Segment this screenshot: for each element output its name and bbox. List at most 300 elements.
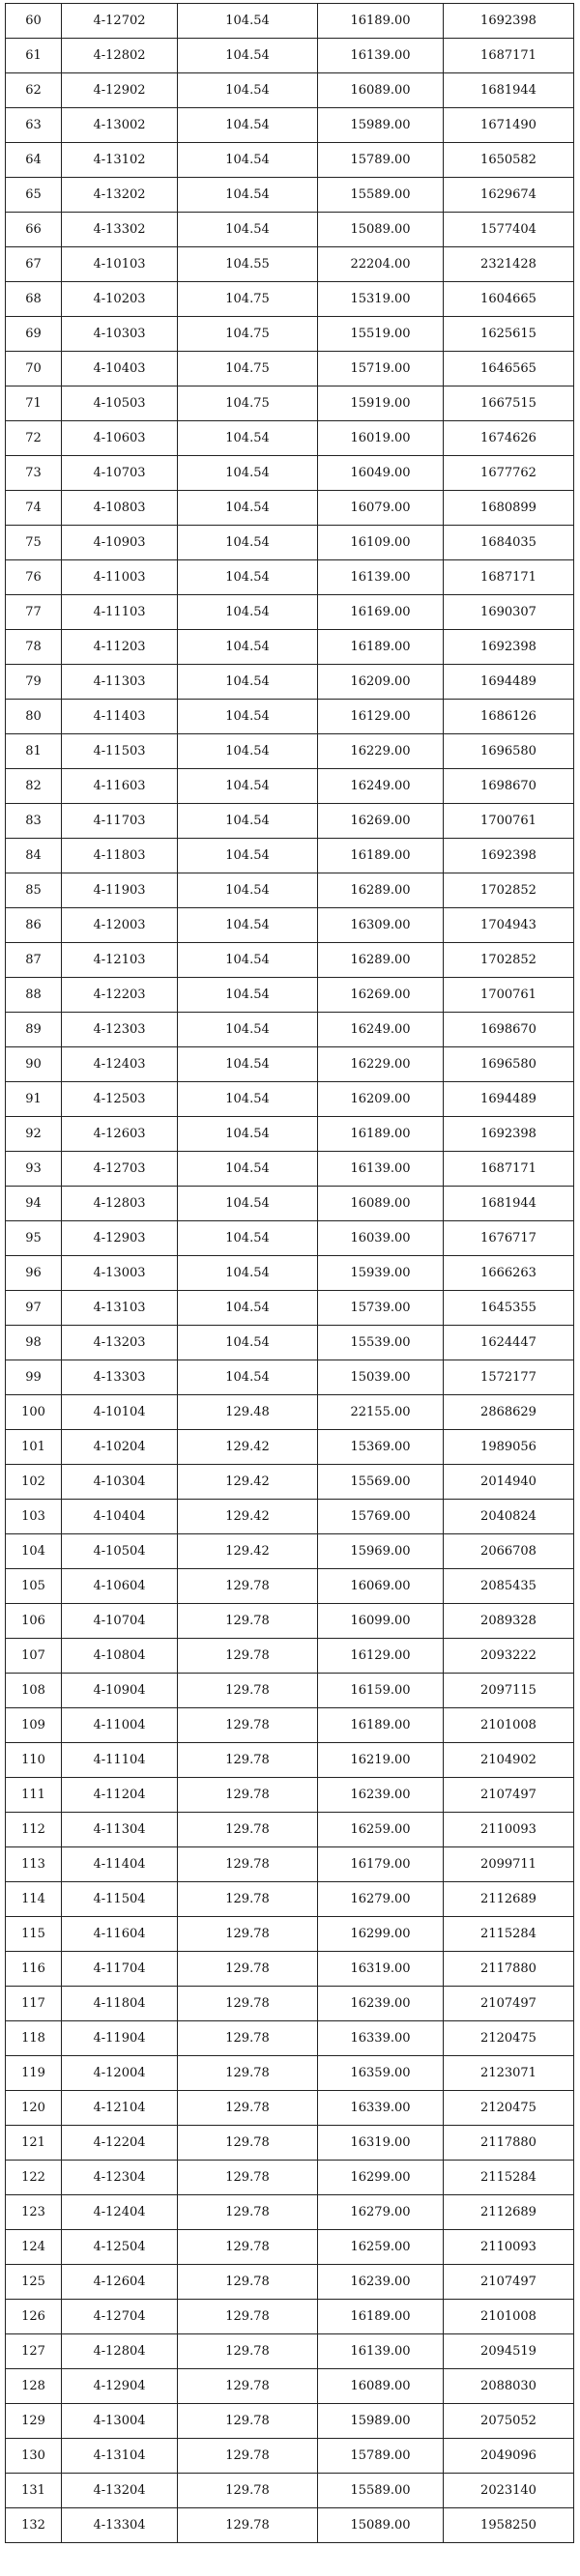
area-cell: 104.54 bbox=[178, 526, 318, 560]
table-row bbox=[6, 526, 574, 560]
area-cell: 104.54 bbox=[178, 213, 318, 247]
unit-number-cell: 4-12703 bbox=[62, 1152, 178, 1187]
unit-price-cell: 16139.00 bbox=[318, 1152, 444, 1187]
total-price-cell: 2014940 bbox=[444, 1465, 574, 1500]
unit-number-cell: 4-13303 bbox=[62, 1360, 178, 1395]
row-number-cell: 91 bbox=[6, 1082, 62, 1117]
table-row bbox=[6, 804, 574, 839]
area-cell: 129.78 bbox=[178, 1708, 318, 1743]
total-price-cell: 1694489 bbox=[444, 1082, 574, 1117]
row-number-cell: 124 bbox=[6, 2230, 62, 2265]
area-cell: 129.78 bbox=[178, 2265, 318, 2300]
total-price-cell: 1676717 bbox=[444, 1221, 574, 1256]
row-number-cell: 63 bbox=[6, 108, 62, 143]
unit-number-cell: 4-12802 bbox=[62, 39, 178, 73]
row-number-cell: 118 bbox=[6, 2021, 62, 2056]
table-row bbox=[6, 1395, 574, 1430]
total-price-cell: 1692398 bbox=[444, 4, 574, 39]
unit-number-cell: 4-13203 bbox=[62, 1326, 178, 1360]
total-price-cell: 1698670 bbox=[444, 769, 574, 804]
total-price-cell: 2115284 bbox=[444, 2161, 574, 2195]
unit-number-cell: 4-12903 bbox=[62, 1221, 178, 1256]
row-number-cell: 87 bbox=[6, 943, 62, 978]
total-price-cell: 1989056 bbox=[444, 1430, 574, 1465]
total-price-cell: 1684035 bbox=[444, 526, 574, 560]
area-cell: 104.54 bbox=[178, 804, 318, 839]
table-row bbox=[6, 1569, 574, 1604]
unit-number-cell: 4-10303 bbox=[62, 317, 178, 352]
total-price-cell: 2066708 bbox=[444, 1534, 574, 1569]
table-row bbox=[6, 108, 574, 143]
unit-number-cell: 4-11603 bbox=[62, 769, 178, 804]
table-row bbox=[6, 421, 574, 456]
unit-price-cell: 16299.00 bbox=[318, 2161, 444, 2195]
area-cell: 129.78 bbox=[178, 1778, 318, 1813]
area-cell: 129.78 bbox=[178, 2334, 318, 2369]
total-price-cell: 1572177 bbox=[444, 1360, 574, 1395]
row-number-cell: 131 bbox=[6, 2474, 62, 2508]
unit-number-cell: 4-12503 bbox=[62, 1082, 178, 1117]
unit-price-cell: 15769.00 bbox=[318, 1500, 444, 1534]
unit-number-cell: 4-11204 bbox=[62, 1778, 178, 1813]
row-number-cell: 107 bbox=[6, 1639, 62, 1674]
unit-price-cell: 15789.00 bbox=[318, 143, 444, 178]
table-row bbox=[6, 317, 574, 352]
unit-price-cell: 15519.00 bbox=[318, 317, 444, 352]
unit-number-cell: 4-12702 bbox=[62, 4, 178, 39]
unit-price-cell: 16129.00 bbox=[318, 700, 444, 734]
table-row bbox=[6, 247, 574, 282]
unit-price-cell: 16219.00 bbox=[318, 1743, 444, 1778]
table-row bbox=[6, 213, 574, 247]
unit-price-cell: 16269.00 bbox=[318, 804, 444, 839]
table-row bbox=[6, 2021, 574, 2056]
unit-number-cell: 4-13104 bbox=[62, 2439, 178, 2474]
area-cell: 104.54 bbox=[178, 595, 318, 630]
row-number-cell: 75 bbox=[6, 526, 62, 560]
unit-price-cell: 15919.00 bbox=[318, 386, 444, 421]
unit-price-cell: 22204.00 bbox=[318, 247, 444, 282]
unit-price-cell: 22155.00 bbox=[318, 1395, 444, 1430]
area-cell: 104.54 bbox=[178, 456, 318, 491]
total-price-cell: 1694489 bbox=[444, 665, 574, 700]
unit-price-cell: 16139.00 bbox=[318, 39, 444, 73]
unit-price-cell: 15789.00 bbox=[318, 2439, 444, 2474]
unit-number-cell: 4-10903 bbox=[62, 526, 178, 560]
unit-price-cell: 16089.00 bbox=[318, 1187, 444, 1221]
area-cell: 129.42 bbox=[178, 1500, 318, 1534]
unit-number-cell: 4-12003 bbox=[62, 908, 178, 943]
row-number-cell: 60 bbox=[6, 4, 62, 39]
unit-price-cell: 16189.00 bbox=[318, 839, 444, 873]
total-price-cell: 1577404 bbox=[444, 213, 574, 247]
table-row bbox=[6, 1639, 574, 1674]
total-price-cell: 1690307 bbox=[444, 595, 574, 630]
row-number-cell: 86 bbox=[6, 908, 62, 943]
row-number-cell: 105 bbox=[6, 1569, 62, 1604]
area-cell: 129.78 bbox=[178, 2230, 318, 2265]
unit-price-cell: 16229.00 bbox=[318, 1047, 444, 1082]
unit-price-cell: 16289.00 bbox=[318, 943, 444, 978]
table-row bbox=[6, 2508, 574, 2543]
unit-number-cell: 4-11003 bbox=[62, 560, 178, 595]
unit-price-cell: 16249.00 bbox=[318, 769, 444, 804]
unit-price-cell: 16279.00 bbox=[318, 1882, 444, 1917]
table-row bbox=[6, 1465, 574, 1500]
table-row bbox=[6, 1256, 574, 1291]
row-number-cell: 103 bbox=[6, 1500, 62, 1534]
total-price-cell: 2101008 bbox=[444, 2300, 574, 2334]
row-number-cell: 89 bbox=[6, 1013, 62, 1047]
area-cell: 104.54 bbox=[178, 1221, 318, 1256]
unit-price-cell: 16259.00 bbox=[318, 1813, 444, 1847]
unit-price-cell: 16079.00 bbox=[318, 491, 444, 526]
area-cell: 129.78 bbox=[178, 1743, 318, 1778]
area-cell: 129.78 bbox=[178, 2056, 318, 2091]
unit-price-cell: 15969.00 bbox=[318, 1534, 444, 1569]
area-cell: 104.54 bbox=[178, 1291, 318, 1326]
table-row bbox=[6, 1047, 574, 1082]
unit-number-cell: 4-10404 bbox=[62, 1500, 178, 1534]
row-number-cell: 127 bbox=[6, 2334, 62, 2369]
unit-number-cell: 4-11704 bbox=[62, 1952, 178, 1987]
row-number-cell: 80 bbox=[6, 700, 62, 734]
row-number-cell: 119 bbox=[6, 2056, 62, 2091]
row-number-cell: 65 bbox=[6, 178, 62, 213]
area-cell: 104.54 bbox=[178, 630, 318, 665]
total-price-cell: 2117880 bbox=[444, 2126, 574, 2161]
total-price-cell: 2075052 bbox=[444, 2404, 574, 2439]
area-cell: 104.54 bbox=[178, 1013, 318, 1047]
area-cell: 104.54 bbox=[178, 143, 318, 178]
table-row bbox=[6, 2265, 574, 2300]
unit-price-cell: 16259.00 bbox=[318, 2230, 444, 2265]
unit-number-cell: 4-10403 bbox=[62, 352, 178, 386]
area-cell: 104.54 bbox=[178, 1117, 318, 1152]
unit-price-cell: 15989.00 bbox=[318, 108, 444, 143]
unit-number-cell: 4-12303 bbox=[62, 1013, 178, 1047]
area-cell: 104.75 bbox=[178, 386, 318, 421]
total-price-cell: 1666263 bbox=[444, 1256, 574, 1291]
table-row bbox=[6, 1534, 574, 1569]
row-number-cell: 104 bbox=[6, 1534, 62, 1569]
row-number-cell: 64 bbox=[6, 143, 62, 178]
area-cell: 129.78 bbox=[178, 2404, 318, 2439]
total-price-cell: 2115284 bbox=[444, 1917, 574, 1952]
row-number-cell: 109 bbox=[6, 1708, 62, 1743]
unit-price-cell: 16359.00 bbox=[318, 2056, 444, 2091]
table-row bbox=[6, 700, 574, 734]
total-price-cell: 2099711 bbox=[444, 1847, 574, 1882]
unit-number-cell: 4-11703 bbox=[62, 804, 178, 839]
table-row bbox=[6, 1500, 574, 1534]
unit-price-cell: 16019.00 bbox=[318, 421, 444, 456]
unit-price-cell: 16209.00 bbox=[318, 1082, 444, 1117]
total-price-cell: 1692398 bbox=[444, 630, 574, 665]
unit-price-cell: 16189.00 bbox=[318, 4, 444, 39]
unit-price-cell: 16309.00 bbox=[318, 908, 444, 943]
area-cell: 104.75 bbox=[178, 317, 318, 352]
table-row bbox=[6, 1708, 574, 1743]
unit-price-cell: 16289.00 bbox=[318, 873, 444, 908]
row-number-cell: 111 bbox=[6, 1778, 62, 1813]
unit-price-cell: 15039.00 bbox=[318, 1360, 444, 1395]
area-cell: 104.54 bbox=[178, 978, 318, 1013]
table-row bbox=[6, 1221, 574, 1256]
table-row bbox=[6, 1604, 574, 1639]
total-price-cell: 2110093 bbox=[444, 2230, 574, 2265]
area-cell: 129.78 bbox=[178, 1604, 318, 1639]
total-price-cell: 1667515 bbox=[444, 386, 574, 421]
unit-number-cell: 4-11604 bbox=[62, 1917, 178, 1952]
row-number-cell: 77 bbox=[6, 595, 62, 630]
unit-number-cell: 4-11503 bbox=[62, 734, 178, 769]
unit-price-cell: 16239.00 bbox=[318, 1778, 444, 1813]
table-row bbox=[6, 2404, 574, 2439]
total-price-cell: 2094519 bbox=[444, 2334, 574, 2369]
table-row bbox=[6, 978, 574, 1013]
table-row bbox=[6, 2091, 574, 2126]
total-price-cell: 1686126 bbox=[444, 700, 574, 734]
table-row bbox=[6, 1117, 574, 1152]
row-number-cell: 88 bbox=[6, 978, 62, 1013]
unit-number-cell: 4-12804 bbox=[62, 2334, 178, 2369]
total-price-cell: 1687171 bbox=[444, 560, 574, 595]
unit-number-cell: 4-13204 bbox=[62, 2474, 178, 2508]
row-number-cell: 95 bbox=[6, 1221, 62, 1256]
total-price-cell: 2120475 bbox=[444, 2091, 574, 2126]
unit-number-cell: 4-12902 bbox=[62, 73, 178, 108]
table-row bbox=[6, 143, 574, 178]
unit-price-cell: 16339.00 bbox=[318, 2091, 444, 2126]
unit-price-cell: 15569.00 bbox=[318, 1465, 444, 1500]
row-number-cell: 102 bbox=[6, 1465, 62, 1500]
unit-price-cell: 16319.00 bbox=[318, 2126, 444, 2161]
unit-number-cell: 4-12203 bbox=[62, 978, 178, 1013]
area-cell: 104.54 bbox=[178, 560, 318, 595]
row-number-cell: 130 bbox=[6, 2439, 62, 2474]
total-price-cell: 2104902 bbox=[444, 1743, 574, 1778]
row-number-cell: 125 bbox=[6, 2265, 62, 2300]
unit-number-cell: 4-10103 bbox=[62, 247, 178, 282]
table-row bbox=[6, 1152, 574, 1187]
row-number-cell: 110 bbox=[6, 1743, 62, 1778]
table-row bbox=[6, 665, 574, 700]
unit-price-cell: 16229.00 bbox=[318, 734, 444, 769]
unit-price-cell: 15939.00 bbox=[318, 1256, 444, 1291]
unit-number-cell: 4-12404 bbox=[62, 2195, 178, 2230]
total-price-cell: 2110093 bbox=[444, 1813, 574, 1847]
unit-number-cell: 4-12803 bbox=[62, 1187, 178, 1221]
area-cell: 104.54 bbox=[178, 4, 318, 39]
table-row bbox=[6, 1882, 574, 1917]
unit-price-cell: 16159.00 bbox=[318, 1674, 444, 1708]
row-number-cell: 121 bbox=[6, 2126, 62, 2161]
table-row bbox=[6, 178, 574, 213]
area-cell: 104.54 bbox=[178, 873, 318, 908]
table-row bbox=[6, 2474, 574, 2508]
unit-number-cell: 4-10504 bbox=[62, 1534, 178, 1569]
area-cell: 104.54 bbox=[178, 421, 318, 456]
total-price-cell: 1700761 bbox=[444, 804, 574, 839]
total-price-cell: 1681944 bbox=[444, 1187, 574, 1221]
unit-price-cell: 16069.00 bbox=[318, 1569, 444, 1604]
unit-price-cell: 15369.00 bbox=[318, 1430, 444, 1465]
row-number-cell: 79 bbox=[6, 665, 62, 700]
total-price-cell: 1958250 bbox=[444, 2508, 574, 2543]
unit-price-cell: 15089.00 bbox=[318, 2508, 444, 2543]
unit-number-cell: 4-10804 bbox=[62, 1639, 178, 1674]
total-price-cell: 2088030 bbox=[444, 2369, 574, 2404]
area-cell: 104.54 bbox=[178, 734, 318, 769]
row-number-cell: 97 bbox=[6, 1291, 62, 1326]
total-price-cell: 2868629 bbox=[444, 1395, 574, 1430]
total-price-cell: 1700761 bbox=[444, 978, 574, 1013]
row-number-cell: 92 bbox=[6, 1117, 62, 1152]
unit-price-cell: 16139.00 bbox=[318, 560, 444, 595]
table-row bbox=[6, 1430, 574, 1465]
unit-number-cell: 4-13103 bbox=[62, 1291, 178, 1326]
total-price-cell: 1692398 bbox=[444, 1117, 574, 1152]
area-cell: 129.78 bbox=[178, 2474, 318, 2508]
row-number-cell: 81 bbox=[6, 734, 62, 769]
table-row bbox=[6, 73, 574, 108]
unit-number-cell: 4-11404 bbox=[62, 1847, 178, 1882]
row-number-cell: 101 bbox=[6, 1430, 62, 1465]
total-price-cell: 1681944 bbox=[444, 73, 574, 108]
unit-number-cell: 4-12403 bbox=[62, 1047, 178, 1082]
unit-price-cell: 16239.00 bbox=[318, 2265, 444, 2300]
area-cell: 129.78 bbox=[178, 2439, 318, 2474]
area-cell: 104.54 bbox=[178, 769, 318, 804]
row-number-cell: 94 bbox=[6, 1187, 62, 1221]
total-price-cell: 1692398 bbox=[444, 839, 574, 873]
area-cell: 129.78 bbox=[178, 2021, 318, 2056]
unit-number-cell: 4-10904 bbox=[62, 1674, 178, 1708]
unit-number-cell: 4-10104 bbox=[62, 1395, 178, 1430]
table-row bbox=[6, 630, 574, 665]
row-number-cell: 117 bbox=[6, 1987, 62, 2021]
table-row bbox=[6, 873, 574, 908]
unit-price-cell: 16189.00 bbox=[318, 2300, 444, 2334]
row-number-cell: 132 bbox=[6, 2508, 62, 2543]
total-price-cell: 1624447 bbox=[444, 1326, 574, 1360]
unit-price-cell: 16209.00 bbox=[318, 665, 444, 700]
unit-price-cell: 16319.00 bbox=[318, 1952, 444, 1987]
unit-number-cell: 4-12904 bbox=[62, 2369, 178, 2404]
area-cell: 129.78 bbox=[178, 2300, 318, 2334]
unit-number-cell: 4-11304 bbox=[62, 1813, 178, 1847]
row-number-cell: 70 bbox=[6, 352, 62, 386]
unit-number-cell: 4-11203 bbox=[62, 630, 178, 665]
unit-number-cell: 4-12103 bbox=[62, 943, 178, 978]
total-price-cell: 2101008 bbox=[444, 1708, 574, 1743]
unit-price-cell: 16089.00 bbox=[318, 73, 444, 108]
row-number-cell: 82 bbox=[6, 769, 62, 804]
table-row bbox=[6, 39, 574, 73]
table-row bbox=[6, 456, 574, 491]
total-price-cell: 2093222 bbox=[444, 1639, 574, 1674]
table-row bbox=[6, 2334, 574, 2369]
area-cell: 129.78 bbox=[178, 1813, 318, 1847]
table-row bbox=[6, 2195, 574, 2230]
area-cell: 104.54 bbox=[178, 1082, 318, 1117]
row-number-cell: 62 bbox=[6, 73, 62, 108]
row-number-cell: 69 bbox=[6, 317, 62, 352]
table-row bbox=[6, 2439, 574, 2474]
unit-price-cell: 16039.00 bbox=[318, 1221, 444, 1256]
unit-price-cell: 15589.00 bbox=[318, 2474, 444, 2508]
row-number-cell: 120 bbox=[6, 2091, 62, 2126]
area-cell: 129.78 bbox=[178, 2126, 318, 2161]
area-cell: 104.54 bbox=[178, 108, 318, 143]
table-row bbox=[6, 1187, 574, 1221]
unit-price-cell: 16179.00 bbox=[318, 1847, 444, 1882]
unit-price-cell: 16339.00 bbox=[318, 2021, 444, 2056]
row-number-cell: 128 bbox=[6, 2369, 62, 2404]
table-row bbox=[6, 2126, 574, 2161]
unit-price-cell: 16189.00 bbox=[318, 1708, 444, 1743]
table-row bbox=[6, 1813, 574, 1847]
total-price-cell: 1702852 bbox=[444, 943, 574, 978]
row-number-cell: 90 bbox=[6, 1047, 62, 1082]
unit-price-cell: 15589.00 bbox=[318, 178, 444, 213]
row-number-cell: 100 bbox=[6, 1395, 62, 1430]
area-cell: 129.78 bbox=[178, 1917, 318, 1952]
table-row bbox=[6, 943, 574, 978]
table-row bbox=[6, 491, 574, 526]
unit-price-cell: 16279.00 bbox=[318, 2195, 444, 2230]
area-cell: 129.78 bbox=[178, 1847, 318, 1882]
table-row bbox=[6, 1291, 574, 1326]
area-cell: 129.78 bbox=[178, 2091, 318, 2126]
row-number-cell: 96 bbox=[6, 1256, 62, 1291]
row-number-cell: 123 bbox=[6, 2195, 62, 2230]
table-row bbox=[6, 595, 574, 630]
unit-number-cell: 4-12104 bbox=[62, 2091, 178, 2126]
total-price-cell: 2107497 bbox=[444, 1778, 574, 1813]
unit-number-cell: 4-12704 bbox=[62, 2300, 178, 2334]
unit-number-cell: 4-12004 bbox=[62, 2056, 178, 2091]
total-price-cell: 1687171 bbox=[444, 1152, 574, 1187]
area-cell: 104.54 bbox=[178, 1326, 318, 1360]
unit-price-cell: 15739.00 bbox=[318, 1291, 444, 1326]
unit-number-cell: 4-11804 bbox=[62, 1987, 178, 2021]
row-number-cell: 114 bbox=[6, 1882, 62, 1917]
table-row bbox=[6, 2230, 574, 2265]
unit-number-cell: 4-12504 bbox=[62, 2230, 178, 2265]
area-cell: 129.78 bbox=[178, 1674, 318, 1708]
row-number-cell: 74 bbox=[6, 491, 62, 526]
table-row bbox=[6, 1743, 574, 1778]
table-row bbox=[6, 1778, 574, 1813]
area-cell: 129.78 bbox=[178, 1987, 318, 2021]
total-price-cell: 2112689 bbox=[444, 2195, 574, 2230]
total-price-cell: 2117880 bbox=[444, 1952, 574, 1987]
table-row bbox=[6, 734, 574, 769]
row-number-cell: 66 bbox=[6, 213, 62, 247]
total-price-cell: 1696580 bbox=[444, 1047, 574, 1082]
unit-number-cell: 4-12304 bbox=[62, 2161, 178, 2195]
total-price-cell: 2097115 bbox=[444, 1674, 574, 1708]
table-row bbox=[6, 352, 574, 386]
area-cell: 129.42 bbox=[178, 1465, 318, 1500]
row-number-cell: 83 bbox=[6, 804, 62, 839]
area-cell: 104.54 bbox=[178, 491, 318, 526]
table-row bbox=[6, 2056, 574, 2091]
total-price-cell: 1702852 bbox=[444, 873, 574, 908]
unit-price-cell: 15539.00 bbox=[318, 1326, 444, 1360]
